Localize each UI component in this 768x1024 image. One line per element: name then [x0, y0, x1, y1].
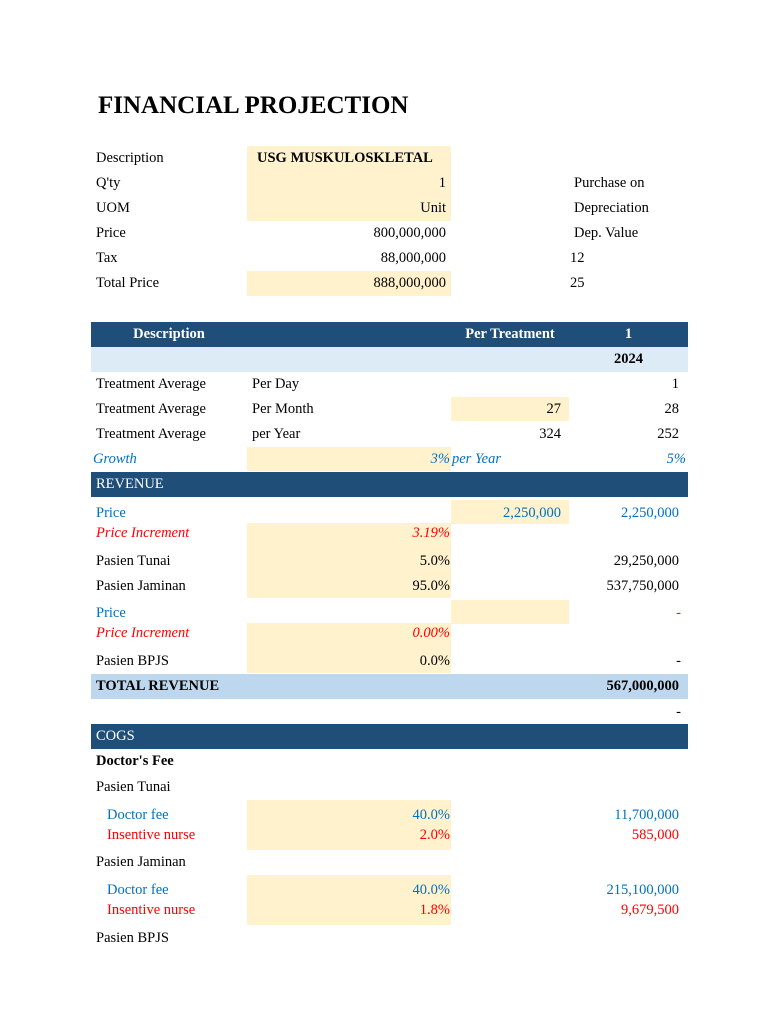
pasien-tunai-pct[interactable]: 5.0%: [419, 553, 450, 569]
price2-input-cell: [451, 600, 569, 624]
pasien-tunai-y1: 29,250,000: [613, 553, 679, 569]
header-label-tax: Tax: [96, 250, 118, 266]
total-revenue-label: TOTAL REVENUE: [96, 678, 220, 694]
tunai-doctor-fee-label: Doctor fee: [107, 807, 169, 823]
tunai-doctor-fee-y1: 11,700,000: [614, 807, 679, 823]
pasien-bpjs-label: Pasien BPJS: [96, 653, 169, 669]
price-increment2-value[interactable]: 0.00%: [412, 625, 450, 641]
treatment-label: Treatment Average: [96, 426, 206, 442]
treatment-per-treatment[interactable]: 27: [546, 401, 561, 417]
price-increment-label: Price Increment: [96, 525, 190, 541]
treatment-per-treatment: 324: [539, 426, 561, 442]
treatment-label: Treatment Average: [96, 376, 206, 392]
growth-y1: 5%: [666, 451, 686, 467]
cogs-section-band: [91, 724, 688, 749]
price-increment2-label: Price Increment: [96, 625, 190, 641]
header-label-total-price: Total Price: [96, 275, 160, 291]
tunai-doctor-fee-pct[interactable]: 40.0%: [412, 807, 450, 823]
treatment-period: Per Day: [252, 376, 300, 392]
treatment-y1: 1: [671, 376, 679, 392]
page-title: FINANCIAL PROJECTION: [98, 92, 409, 119]
tunai-nurse-pct[interactable]: 2.0%: [419, 827, 450, 843]
revenue-section-title: REVENUE: [96, 476, 164, 492]
growth-label: Growth: [93, 451, 137, 467]
header-value-tax: 88,000,000: [380, 250, 446, 266]
header-label-qty: Q'ty: [96, 175, 121, 191]
growth-unit: per Year: [452, 451, 502, 467]
pasien-bpjs-y1: -: [676, 653, 681, 669]
header-label-description: Description: [96, 150, 164, 166]
revenue-section-band: [91, 472, 688, 497]
tunai-nurse-label: Insentive nurse: [107, 827, 196, 843]
pasien-jaminan-y1: 537,750,000: [606, 578, 679, 594]
pasien-tunai-label: Pasien Tunai: [96, 553, 171, 569]
treatment-y1: 28: [664, 401, 679, 417]
header-value-total-price[interactable]: 888,000,000: [373, 275, 446, 291]
revenue-price2-y1: -: [676, 605, 681, 621]
header-right-value-25: 25: [570, 275, 585, 291]
header-right-depreciation: Depreciation: [574, 200, 649, 216]
header-label-price: Price: [96, 225, 126, 241]
cogs-pasien-jaminan-label: Pasien Jaminan: [96, 854, 186, 870]
jaminan-nurse-y1: 9,679,500: [621, 902, 679, 918]
jaminan-doctor-fee-y1: 215,100,000: [606, 882, 679, 898]
cogs-pasien-tunai-label: Pasien Tunai: [96, 779, 171, 795]
pasien-bpjs-pct[interactable]: 0.0%: [419, 653, 450, 669]
jaminan-nurse-label: Insentive nurse: [107, 902, 196, 918]
column-header-per-treatment: Per Treatment: [465, 326, 555, 342]
column-header-year: 2024: [614, 351, 643, 367]
cogs-pasien-bpjs-label: Pasien BPJS: [96, 930, 169, 946]
pasien-jaminan-label: Pasien Jaminan: [96, 578, 186, 594]
header-right-dep-value: Dep. Value: [574, 225, 639, 241]
treatment-y1: 252: [657, 426, 679, 442]
header-value-price: 800,000,000: [373, 225, 446, 241]
header-right-purchase-on: Purchase on: [574, 175, 645, 191]
jaminan-doctor-fee-pct[interactable]: 40.0%: [412, 882, 450, 898]
tunai-nurse-y1: 585,000: [631, 827, 679, 843]
cogs-section-title: COGS: [96, 728, 135, 744]
jaminan-nurse-pct[interactable]: 1.8%: [419, 902, 450, 918]
jaminan-doctor-fee-label: Doctor fee: [107, 882, 169, 898]
treatment-label: Treatment Average: [96, 401, 206, 417]
treatment-period: Per Month: [252, 401, 314, 417]
pasien-jaminan-pct[interactable]: 95.0%: [412, 578, 450, 594]
revenue-price-label: Price: [96, 505, 126, 521]
header-value-uom[interactable]: Unit: [420, 200, 446, 216]
revenue-price-per-treatment[interactable]: 2,250,000: [503, 505, 561, 521]
after-total-value: -: [676, 704, 681, 720]
growth-value[interactable]: 3%: [430, 451, 450, 467]
header-value-description[interactable]: USG MUSKULOSKLETAL: [257, 150, 433, 166]
doctors-fee-heading: Doctor's Fee: [96, 753, 174, 769]
price-increment-value[interactable]: 3.19%: [412, 525, 450, 541]
header-value-qty[interactable]: 1: [438, 175, 446, 191]
revenue-price2-label: Price: [96, 605, 126, 621]
revenue-price-y1: 2,250,000: [621, 505, 679, 521]
treatment-period: per Year: [252, 426, 301, 442]
header-label-uom: UOM: [96, 200, 130, 216]
column-header-year-index: 1: [624, 326, 633, 342]
total-revenue-y1: 567,000,000: [606, 678, 679, 694]
column-header-description: Description: [133, 326, 205, 342]
header-right-value-12: 12: [570, 250, 585, 266]
